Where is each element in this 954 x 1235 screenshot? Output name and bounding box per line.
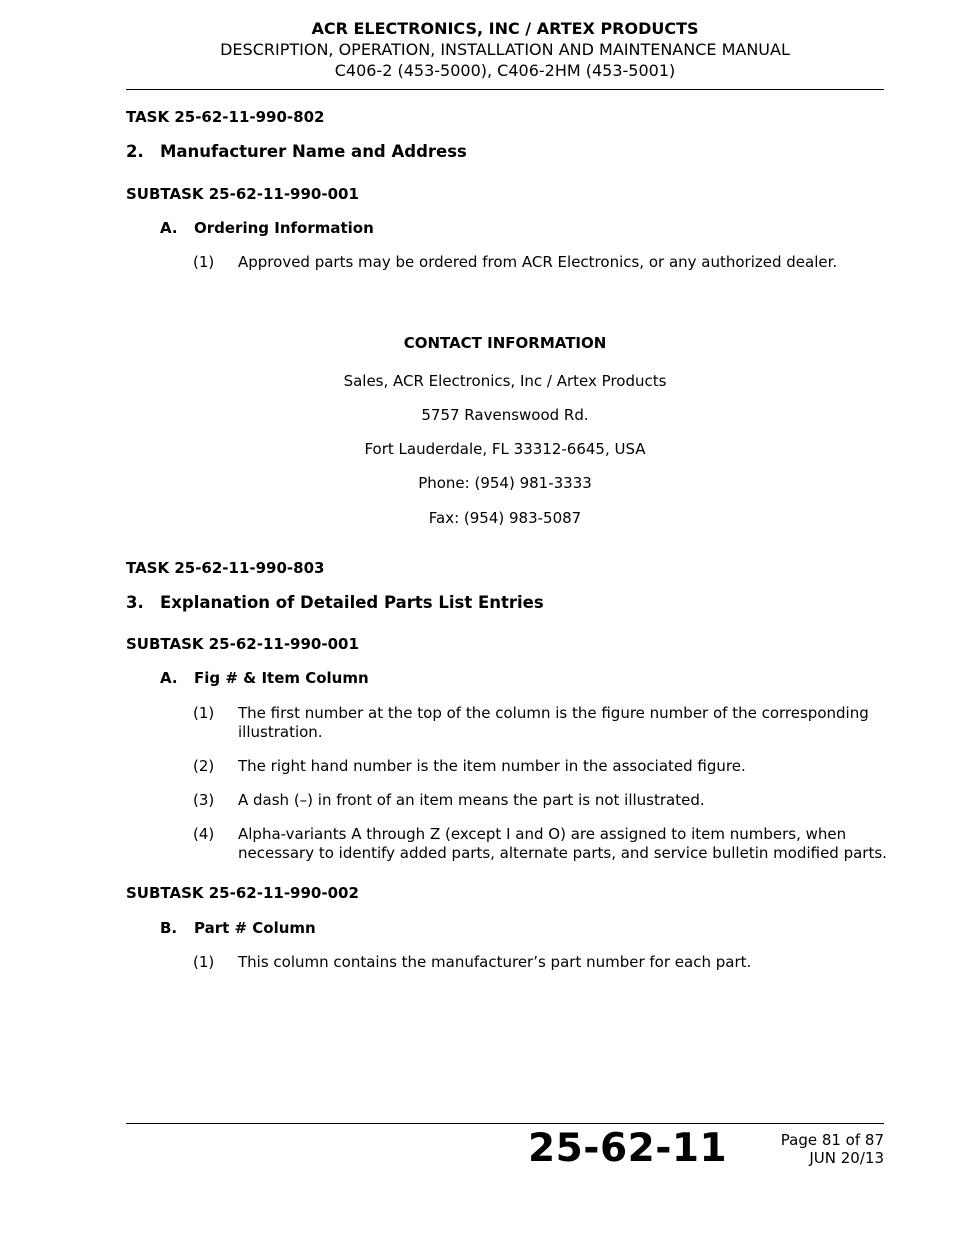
- footer-page-info: [700, 1131, 884, 1167]
- list-item-text: Approved parts may be ordered from ACR Electronics, or any authorized dealer.: [238, 253, 838, 271]
- contact-phone: Phone: (954) 981-3333: [418, 474, 592, 492]
- list-item-number: (1): [193, 704, 215, 722]
- subtask-heading: SUBTASK 25-62-11-990-001: [126, 635, 359, 653]
- list-item-number: (3): [193, 791, 215, 809]
- list-item-number: (1): [193, 253, 215, 271]
- contact-heading: CONTACT INFORMATION: [403, 334, 607, 352]
- list-item-text: The right hand number is the item number in the associated figure.: [238, 757, 746, 775]
- section-number: 2.: [126, 142, 144, 161]
- list-item-text: A dash (–) in front of an item means the part is not illustrated.: [238, 791, 705, 809]
- footer-page-number: Page 81 of 87: [780, 1131, 884, 1149]
- list-item-text: The first number at the top of the column is the figure number of the corresponding illustration.: [238, 704, 869, 741]
- contact-fax: Fax: (954) 983-5087: [428, 509, 582, 527]
- footer-date: JUN 20/13: [809, 1149, 884, 1167]
- section-title: Explanation of Detailed Parts List Entries: [160, 593, 544, 612]
- subsection-letter: A.: [160, 669, 178, 687]
- subsection-title: Part # Column: [194, 919, 316, 937]
- subsection-heading: [160, 919, 316, 937]
- list-item-number: (1): [193, 953, 215, 971]
- footer-rule: [126, 1123, 884, 1124]
- task-heading: TASK 25-62-11-990-802: [126, 108, 325, 126]
- task-heading: TASK 25-62-11-990-803: [126, 559, 325, 577]
- subtask-heading: SUBTASK 25-62-11-990-001: [126, 185, 359, 203]
- subsection-letter: B.: [160, 919, 178, 937]
- subsection-title: Ordering Information: [194, 219, 374, 237]
- list-item-text: This column contains the manufacturer’s part number for each part.: [238, 953, 752, 971]
- footer-chapter-code: 25-62-11: [528, 1126, 728, 1171]
- list-item-number: (2): [193, 757, 215, 775]
- contact-line: 5757 Ravenswood Rd.: [421, 406, 589, 424]
- header-manual-title: DESCRIPTION, OPERATION, INSTALLATION AND MAINTENANCE MANUAL: [220, 40, 790, 59]
- section-heading: [126, 142, 467, 161]
- section-heading: [126, 593, 544, 612]
- list-item-number: (4): [193, 825, 215, 843]
- section-title: Manufacturer Name and Address: [160, 142, 467, 161]
- subtask-heading: SUBTASK 25-62-11-990-002: [126, 884, 359, 902]
- contact-line: Sales, ACR Electronics, Inc / Artex Products: [343, 372, 667, 390]
- section-number: 3.: [126, 593, 144, 612]
- contact-line: Fort Lauderdale, FL 33312-6645, USA: [364, 440, 646, 458]
- list-item-text: Alpha-variants A through Z (except I and O) are assigned to item numbers, when necessary to identify added parts, alternate parts, and service bulletin modified parts.: [238, 825, 887, 862]
- subsection-heading: [160, 669, 369, 687]
- header-rule: [126, 89, 884, 90]
- subsection-heading: [160, 219, 374, 237]
- header-company: ACR ELECTRONICS, INC / ARTEX PRODUCTS: [311, 19, 699, 38]
- header-models: C406-2 (453-5000), C406-2HM (453-5001): [334, 61, 676, 80]
- subsection-title: Fig # & Item Column: [194, 669, 369, 687]
- subsection-letter: A.: [160, 219, 178, 237]
